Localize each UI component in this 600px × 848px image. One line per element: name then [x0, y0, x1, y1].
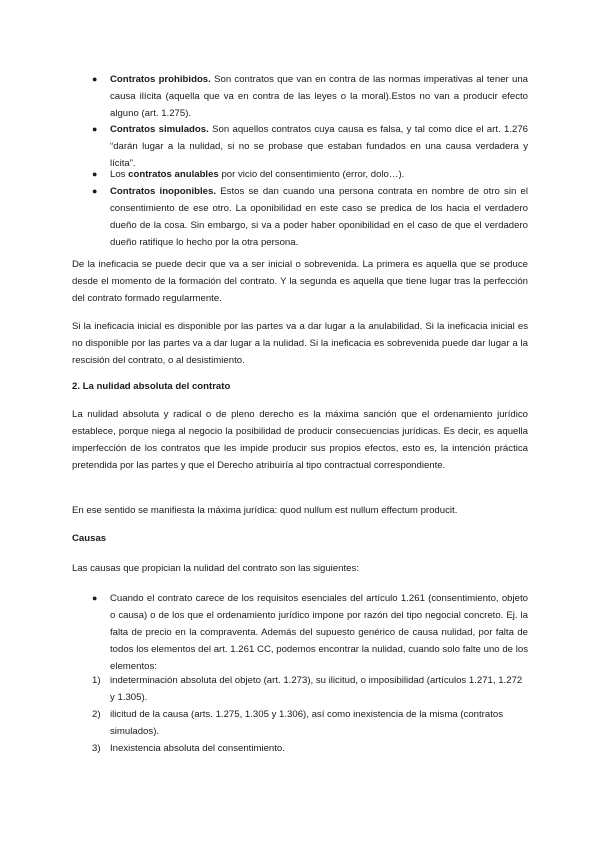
bullet-dot: ● — [92, 124, 98, 134]
section-heading — [72, 378, 528, 395]
paragraph-text: Las causas que propician la nulidad del contrato son las siguientes: — [72, 563, 359, 574]
numbered-item-number: 2) — [92, 709, 101, 720]
paragraph — [72, 318, 528, 369]
paragraph — [72, 256, 528, 307]
paragraph — [72, 406, 528, 474]
list-item — [110, 183, 528, 251]
list-item — [110, 121, 528, 172]
bullet-dot: ● — [92, 169, 98, 179]
list-item-term: Contratos prohibidos. — [110, 74, 211, 85]
bullet-dot: ● — [92, 593, 98, 603]
paragraph-text: De la ineficacia se puede decir que va a ser inicial o sobrevenida. La primera es aquella que se produce desde el momento de la formación del contrato. Y la segunda es aquella que tiene lugar tras la perfección del contrato formado regularmente. — [72, 259, 528, 304]
list-item-term: contratos anulables — [128, 169, 219, 180]
paragraph-text: En ese sentido se manifiesta la máxima jurídica: quod nullum est nullum effectum producit. — [72, 505, 458, 516]
section-heading-text: 2. La nulidad absoluta del contrato — [72, 381, 231, 392]
paragraph-text: Si la ineficacia inicial es disponible por las partes va a dar lugar a la anulabilidad. Si la ineficacia inicial es no disponible por las partes va a dar lugar a la nulidad. Si la ineficacia es sobrevenida puede dar lugar a la rescisión del contrato, o al desistimiento. — [72, 321, 528, 366]
numbered-item-text: Inexistencia absoluta del consentimiento. — [110, 743, 285, 754]
numbered-item-text: ilicitud de la causa (arts. 1.275, 1.305 y 1.306), así como inexistencia de la misma (contratos simulados). — [110, 709, 504, 737]
numbered-item-text: indeterminación absoluta del objeto (art. 1.273), su ilicitud, o imposibilidad (artículos 1.271, 1.272 y 1.305). — [110, 675, 523, 703]
numbered-item — [110, 740, 528, 757]
bullet-dot: ● — [92, 186, 98, 196]
list-item-term: Contratos simulados. — [110, 124, 209, 135]
list-item-text: Son contratos que van en contra de las normas imperativas al tener una causa ilícita (aquella que va en contra de las leyes o la moral).Estos no van a producir efecto alguno (art. 1.275). — [110, 74, 529, 119]
list-item-text: por vicio del consentimiento (error, dolo…). — [218, 169, 405, 180]
subsection-heading-text: Causas — [72, 533, 107, 544]
list-item-text: Son aquellos contratos cuya causa es falsa, y tal como dice el art. 1.276 “darán lugar a la nulidad, si no se probase que estaban fundados en una causa verdadera y lícita”. — [110, 124, 528, 169]
numbered-item-number: 1) — [92, 675, 101, 686]
bullet-dot: ● — [92, 74, 98, 84]
paragraph-text: La nulidad absoluta y radical o de pleno derecho es la máxima sanción que el ordenamiento jurídico establece, porque niega al negocio la posibilidad de producir consecuencias jurídicas. Es decir, es aquella imperfección de los contratos que les impide producir sus propios efectos, esto es, la intención práctica pretendida por las partes y que el Derecho atribuiría al tipo contractual correspondiente. — [72, 409, 528, 471]
list-item-text: Estos se dan cuando una persona contrata en nombre de otro sin el consentimiento de ese otro. La oponibilidad en este caso se predica de los hacia el verdadero dueño de la cosa. Sin embargo, si va a poder haber oponibilidad en el caso de que el verdadero dueño ratifique lo hecho por la otra persona. — [110, 186, 529, 248]
list-item — [110, 71, 528, 122]
list-item-text: Cuando el contrato carece de los requisitos esenciales del artículo 1.261 (consentimiento, objeto o causa) o de los que el ordenamiento jurídico impone por razón del tipo negocial concreto. Ej. la falta de precio en la compraventa. Además del supuesto genérico de causa nulidad, por falta de todos los elementos del art. 1.261 CC, podemos encontrar la nulidad, cuando solo falte uno de los elementos: — [110, 593, 528, 672]
paragraph — [72, 502, 528, 519]
numbered-item — [110, 706, 528, 740]
numbered-item-number: 3) — [92, 743, 101, 754]
list-item-pre: Los — [110, 169, 129, 180]
list-item — [110, 166, 528, 183]
list-item-term: Contratos inoponibles. — [110, 186, 217, 197]
subsection-heading — [72, 530, 528, 547]
numbered-item — [110, 672, 528, 706]
list-item — [110, 590, 528, 675]
paragraph — [72, 560, 528, 577]
